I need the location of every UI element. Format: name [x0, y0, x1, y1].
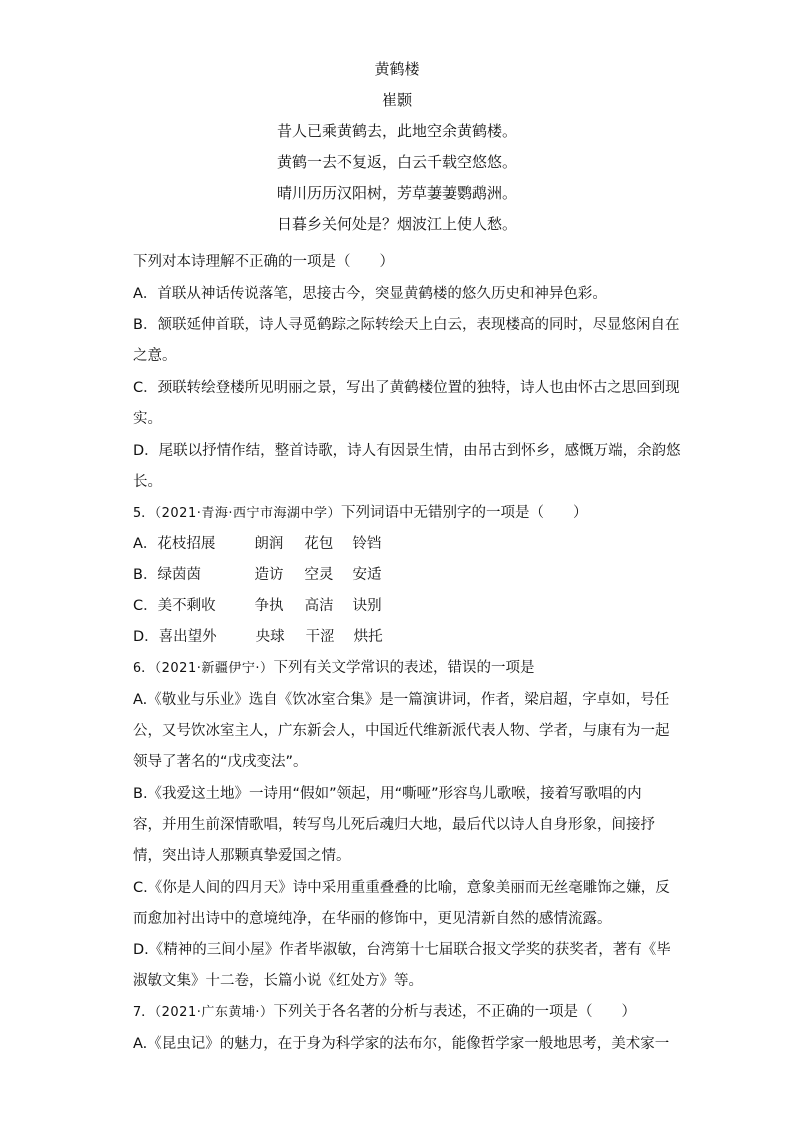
- poem-line: 黄鹤一去不复返，白云千载空悠悠。: [276, 153, 517, 171]
- q4-option-b: B．颔联延伸首联，诗人寻觅鹤踪之际转绘天上白云，表现楼高的同时，尽显悠闲自在: [133, 317, 680, 333]
- q4-option-d-cont: 长。: [133, 474, 162, 490]
- q5-option-b: [133, 567, 381, 583]
- option-label: B．: [133, 567, 158, 583]
- q5-number: 5．: [133, 505, 155, 521]
- poem-author: 崔颢: [381, 91, 412, 109]
- option-word: 绿茵茵: [157, 567, 201, 583]
- q6-text-line: 领导了著名的“戊戌变法”。: [133, 754, 308, 770]
- poem-line: 日暮乡关何处是？烟波江上使人愁。: [276, 215, 517, 233]
- q5-header: [133, 505, 588, 522]
- q5-option-d: [133, 629, 383, 645]
- q7-number: 7．: [133, 1004, 155, 1020]
- poem-block: [0, 62, 794, 248]
- q7-header: [133, 1004, 636, 1021]
- q6-stem: 下列有关文学常识的表述，错误的一项是: [273, 660, 535, 676]
- q6-text-line: 公，又号饮冰室主人，广东新会人，中国近代维新派代表人物、学者，与康有为一起: [133, 723, 670, 739]
- option-label: D．: [133, 629, 159, 645]
- q6-number: 6．: [133, 660, 155, 676]
- option-word: 央球: [255, 629, 285, 645]
- option-label: A．: [133, 536, 158, 552]
- q6-text-line: D.《精神的三间小屋》作者毕淑敏，台湾第十七届联合报文学奖的获奖者，著有《毕: [133, 942, 671, 958]
- q4-option-d: D．尾联以抒情作结，整首诗歌，诗人有因景生情，由吊古到怀乡，感慨万端，余韵悠: [133, 443, 681, 459]
- q6-text-line: 而愈加衬出诗中的意境纯净，在华丽的修饰中，更见清新自然的感情流露。: [133, 911, 612, 927]
- q5-option-c: [133, 598, 382, 614]
- q6-text-line: 情，突出诗人那颗真挚爱国之情。: [133, 848, 351, 864]
- option-word: 空灵: [304, 567, 334, 583]
- poem-line: 昔人已乘黄鹤去，此地空余黄鹤楼。: [276, 122, 517, 140]
- option-word: 争执: [254, 598, 284, 614]
- q6-source: （2021·新疆伊宁·）: [154, 661, 274, 676]
- q4-stem: 下列对本诗理解不正确的一项是（ ）: [133, 254, 394, 270]
- option-word: 朗润: [254, 536, 284, 552]
- q6-text-line: A.《敬业与乐业》选自《饮冰室合集》是一篇演讲词，作者，梁启超，字卓如，号任: [133, 692, 670, 708]
- q5-source: （2021·青海·西宁市海湖中学）: [154, 506, 341, 521]
- q4-option-b-cont: 之意。: [133, 348, 177, 364]
- q7-source: （2021·广东黄埔·）: [154, 1005, 274, 1020]
- option-label: C．: [133, 598, 158, 614]
- poem-line: 晴川历历汉阳树，芳草萋萋鹦鹉洲。: [276, 184, 517, 202]
- q7-stem: 下列关于各名著的分析与表述，不正确的一项是（ ）: [273, 1004, 636, 1020]
- option-word: 花包: [304, 536, 334, 552]
- option-word: 喜出望外: [158, 629, 217, 645]
- q6-header: [133, 660, 535, 677]
- poem-title: 黄鹤楼: [374, 60, 420, 78]
- option-word: 高洁: [304, 598, 334, 614]
- q4-option-c: C．颈联转绘登楼所见明丽之景，写出了黄鹤楼位置的独特，诗人也由怀古之思回到现: [133, 380, 680, 396]
- option-word: 烘托: [353, 629, 383, 645]
- option-word: 美不剩收: [157, 598, 216, 614]
- option-word: 造访: [254, 567, 284, 583]
- option-word: 安适: [352, 567, 382, 583]
- q6-text-line: B.《我爱这土地》一诗用“假如”领起，用“嘶哑”形容鸟儿歌喉，接着写歌唱的内: [133, 786, 642, 802]
- q6-text-line: C.《你是人间的四月天》诗中采用重重叠叠的比喻，意象美丽而无丝毫雕饰之嫌，反: [133, 880, 670, 896]
- option-word: 诀别: [352, 598, 382, 614]
- q6-text-line: 淑敏文集》十二卷，长篇小说《红处方》等。: [133, 973, 423, 989]
- option-word: 花枝招展: [157, 536, 216, 552]
- q5-stem: 下列词语中无错别字的一项是（ ）: [341, 505, 588, 521]
- q7-text-line: A.《昆虫记》的魅力，在于身为科学家的法布尔，能像哲学家一般地思考，美术家一: [133, 1036, 670, 1052]
- option-word: 铃铛: [352, 536, 382, 552]
- q4-option-c-cont: 实。: [133, 411, 162, 427]
- option-word: 干涩: [305, 629, 335, 645]
- q6-text-line: 容，并用生前深情歌唱，转写鸟儿死后魂归大地，最后代以诗人自身形象，间接抒: [133, 817, 655, 833]
- q4-option-a: A．首联从神话传说落笔，思接古今，突显黄鹤楼的悠久历史和神异色彩。: [133, 286, 607, 302]
- q5-option-a: [133, 536, 381, 552]
